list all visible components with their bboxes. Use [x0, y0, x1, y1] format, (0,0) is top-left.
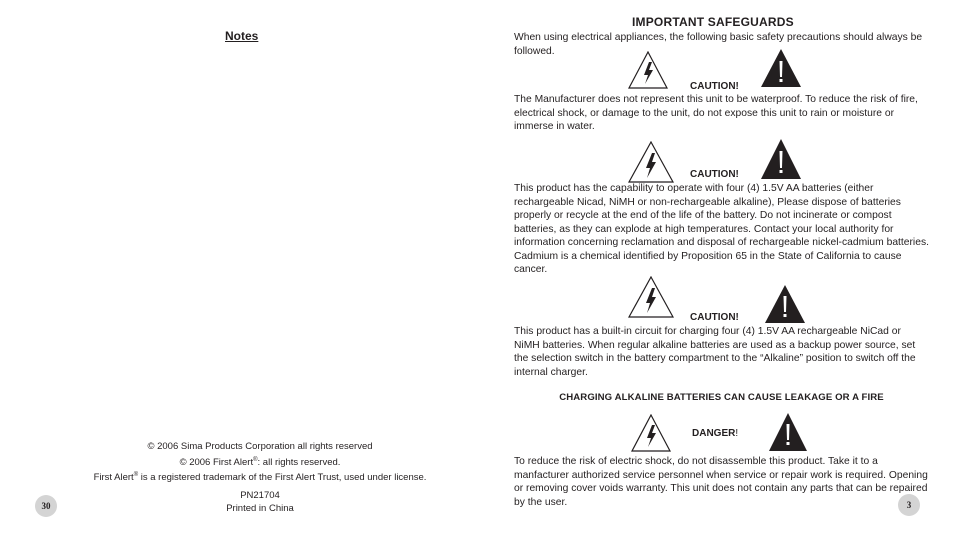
safeguards-title: IMPORTANT SAFEGUARDS — [632, 15, 794, 29]
lightning-triangle-icon — [628, 276, 674, 318]
caution-row-1 — [514, 48, 929, 92]
exclamation-triangle-icon — [768, 412, 808, 452]
exclamation-triangle-icon — [760, 48, 802, 88]
copyright-line-2: © 2006 First Alert®: all rights reserved. — [179, 456, 341, 468]
caution-row-3 — [514, 276, 929, 324]
lightning-triangle-icon — [628, 51, 668, 89]
page-number-left: 30 — [35, 495, 57, 517]
page-number-right: 3 — [898, 494, 920, 516]
caution-label-1: CAUTION! — [690, 81, 739, 92]
copyright-line-3: First Alert® is a registered trademark of the First Alert Trust, used under license. — [93, 472, 427, 484]
print-info — [40, 490, 480, 515]
caution-label-3: CAUTION! — [690, 312, 739, 323]
danger-label: DANGER! — [692, 428, 739, 439]
intro-text: When using electrical appliances, the following basic safety precautions should always be followed. — [514, 32, 923, 57]
danger-row — [514, 412, 929, 454]
caution-row-2 — [514, 138, 929, 182]
alkaline-warning: CHARGING ALKALINE BATTERIES CAN CAUSE LEAKAGE OR A FIRE — [559, 392, 884, 403]
notes-title: Notes — [225, 29, 259, 43]
caution-1-text: The Manufacturer does not represent this unit to be waterproof. To reduce the risk of fire, electrical shock, or damage to the unit, do not expose this unit to rain or moisture or immerse in water. — [514, 94, 918, 132]
copyright-block — [40, 441, 480, 485]
caution-label-2: CAUTION! — [690, 169, 739, 180]
lightning-triangle-icon — [631, 414, 671, 452]
caution-2-text: This product has the capability to operate with four (4) 1.5V AA batteries (either rechargeable Nicad, NiMH or non-rechargeable alkaline), Please dispose of batteries properly or recycle at the end of the life of the battery. Do not incinerate or compost batteries, as they can explode at high temperatures. Contact your local authority for information concerning reclamation and disposal of rechargeable nickel-cadmium batteries. Cadmium is a chemical identified by Proposition 65 in the State of California to cause cancer. — [514, 183, 929, 275]
danger-text: To reduce the risk of electric shock, do not disassemble this product. Take it to a manfacturer authorized service personnel when service or repair work is required. Opening or removing cover voids warranty. This unit does not contain any parts that can be repaired by the user. — [514, 456, 928, 508]
lightning-triangle-icon — [628, 141, 674, 183]
caution-3-text: This product has a built-in circuit for charging four (4) 1.5V AA rechargeable NiCad or NiMH batteries. When regular alkaline batteries are used as a backup power source, set the selection switch in the battery compartment to the “Alkaline” position to switch off the internal charger. — [514, 326, 916, 378]
part-number: PN21704 — [240, 490, 280, 501]
print-origin: Printed in China — [226, 502, 294, 514]
copyright-line-1: © 2006 Sima Products Corporation all rights reserved — [147, 441, 373, 452]
exclamation-triangle-icon — [760, 138, 802, 180]
exclamation-triangle-icon — [764, 284, 806, 324]
